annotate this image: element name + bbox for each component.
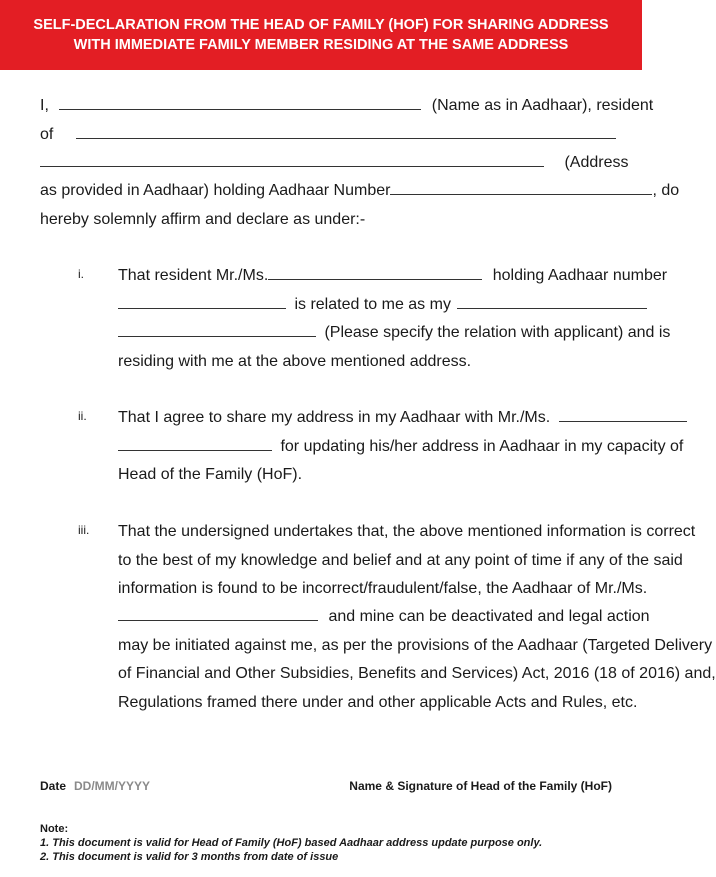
- note-item-2: 2. This document is valid for 3 months from date of issue: [40, 851, 339, 863]
- clause-ii-line-3: Head of the Family (HoF).: [118, 466, 303, 483]
- clause-i-line-1: [118, 267, 667, 285]
- clause-iii-line-4: [118, 608, 650, 626]
- clause-iii-text-4: and mine can be deactivated and legal action: [328, 608, 650, 625]
- name-blank[interactable]: [59, 98, 421, 110]
- date-placeholder[interactable]: DD/MM/YYYY: [74, 779, 151, 793]
- note-section: [40, 822, 542, 864]
- clause-i-number: i.: [78, 267, 84, 281]
- clause-iii-line-6: of Financial and Other Subsidies, Benefits and Services) Act, 2016 (18 of 2016) and,: [118, 665, 716, 682]
- share-name-blank[interactable]: [118, 439, 272, 451]
- clause-ii-line-2: [118, 438, 683, 456]
- clause-ii-number: ii.: [78, 409, 87, 423]
- resident-name-blank[interactable]: [268, 268, 482, 280]
- date-label: Date: [40, 779, 67, 793]
- clause-iii-line-2: to the best of my knowledge and belief and at any point of time if any of the said: [118, 552, 683, 569]
- clause-i-line-4: residing with me at the above mentioned address.: [118, 353, 472, 370]
- date-field: [40, 779, 150, 793]
- clause-iii-line-1: That the undersigned undertakes that, the above mentioned information is correct: [118, 523, 696, 540]
- intro-line-3: [40, 154, 628, 172]
- as-provided-text: as provided in Aadhaar) holding Aadhaar Number: [40, 182, 391, 199]
- clause-iii-line-3: information is found to be incorrect/fraudulent/false, the Aadhaar of Mr./Ms.: [118, 580, 648, 597]
- address-blank[interactable]: [40, 155, 544, 167]
- of-label: of: [40, 126, 54, 143]
- intro-line-4: [40, 182, 679, 200]
- signature-label: Name & Signature of Head of the Family (HoF): [349, 779, 612, 793]
- clause-iii-number: iii.: [78, 523, 90, 537]
- i-label: I,: [40, 97, 49, 114]
- note-title: Note:: [40, 823, 69, 835]
- clause-iii-line-7: Regulations framed there under and other applicable Acts and Rules, etc.: [118, 694, 638, 711]
- aadhaar-holder-blank[interactable]: [118, 609, 318, 621]
- clause-ii-line-1: [118, 409, 687, 427]
- relation-specify-blank[interactable]: [118, 325, 316, 337]
- clause-iii-line-5: may be initiated against me, as per the provisions of the Aadhaar (Targeted Delivery: [118, 637, 713, 654]
- intro-line-5: hereby solemnly affirm and declare as under:-: [40, 211, 366, 228]
- intro-line-1: [40, 97, 653, 115]
- title-line-1: SELF-DECLARATION FROM THE HEAD OF FAMILY (HOF) FOR SHARING ADDRESS: [33, 17, 609, 33]
- header-banner: [0, 0, 642, 70]
- title-line-2: WITH IMMEDIATE FAMILY MEMBER RESIDING AT THE SAME ADDRESS: [73, 37, 569, 53]
- resident-of-blank[interactable]: [76, 127, 616, 139]
- clause-i-text-3: (Please specify the relation with applicant) and is: [324, 324, 671, 341]
- clause-i-text-2: is related to me as my: [294, 296, 451, 313]
- do-word: , do: [652, 182, 680, 199]
- clause-i-line-3: [118, 324, 670, 342]
- clause-ii-text-2: for updating his/her address in Aadhaar in my capacity of: [280, 438, 684, 455]
- clause-i-text-1a: That resident Mr./Ms.: [118, 267, 269, 284]
- clause-ii-text-1: That I agree to share my address in my Aadhaar with Mr./Ms.: [118, 409, 551, 426]
- note-item-1: 1. This document is valid for Head of Family (HoF) based Aadhaar address update purpose only.: [40, 837, 543, 849]
- clause-i-line-2: [118, 296, 647, 314]
- address-word: (Address: [564, 154, 629, 171]
- resident-aadhaar-blank[interactable]: [118, 297, 286, 309]
- intro-line-2: [40, 126, 616, 144]
- relation-blank[interactable]: [457, 297, 647, 309]
- name-note: (Name as in Aadhaar), resident: [431, 97, 654, 114]
- clause-i-text-1b: holding Aadhaar number: [492, 267, 668, 284]
- share-with-blank[interactable]: [559, 410, 687, 422]
- aadhaar-number-blank[interactable]: [390, 183, 652, 195]
